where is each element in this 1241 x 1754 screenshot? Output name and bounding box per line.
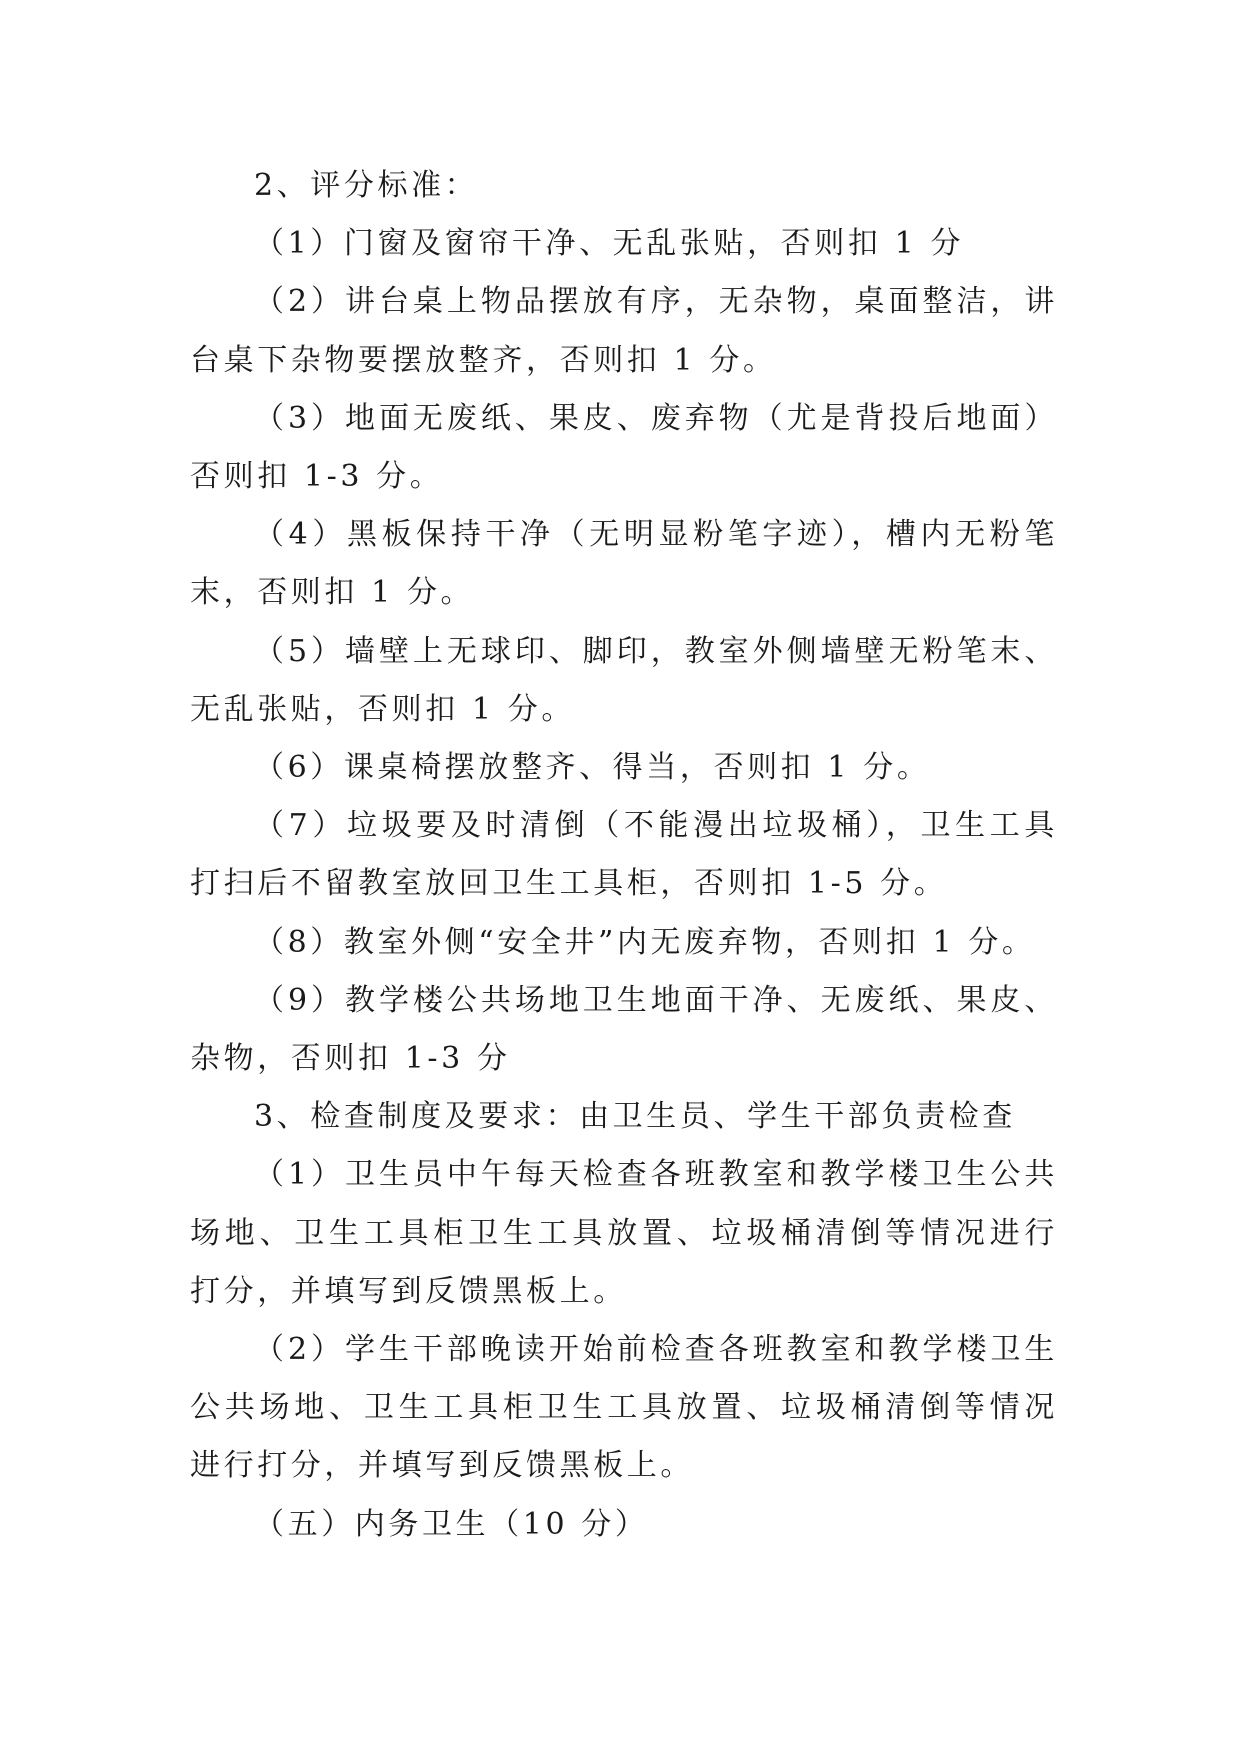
heading-inspection-rules: 3、检查制度及要求：由卫生员、学生干部负责检查: [254, 1099, 1016, 1135]
criterion-5: （5）墙壁上无球印、脚印，教室外侧墙壁无粉笔末、无乱张贴，否则扣 1 分。: [190, 633, 1058, 727]
criterion-4: （4）黑板保持干净（无明显粉笔字迹），槽内无粉笔末，否则扣 1 分。: [190, 517, 1058, 611]
criterion-6: （6）课桌椅摆放整齐、得当，否则扣 1 分。: [254, 750, 931, 786]
document-body: [190, 157, 1058, 1554]
inspection-rule-2: （2）学生干部晚读开始前检查各班教室和教学楼卫生公共场地、卫生工具柜卫生工具放置、垃圾桶清倒等情况进行打分，并填写到反馈黑板上。: [190, 1332, 1058, 1484]
heading-section-five: （五）内务卫生（10 分）: [254, 1506, 649, 1542]
criterion-1: （1）门窗及窗帘干净、无乱张贴，否则扣 1 分: [254, 226, 965, 262]
criterion-7: （7）垃圾要及时清倒（不能漫出垃圾桶），卫生工具打扫后不留教室放回卫生工具柜，否则扣 1-5 分。: [190, 808, 1058, 902]
criterion-2: （2）讲台桌上物品摆放有序，无杂物，桌面整洁，讲台桌下杂物要摆放整齐，否则扣 1 分。: [190, 284, 1058, 378]
heading-scoring-criteria: 2、评分标准：: [254, 168, 479, 203]
criterion-3: （3）地面无废纸、果皮、废弃物（尤是背投后地面）否则扣 1-3 分。: [190, 400, 1058, 495]
criterion-9: （9）教学楼公共场地卫生地面干净、无废纸、果皮、杂物，否则扣 1-3 分: [190, 982, 1058, 1077]
inspection-rule-1: （1）卫生员中午每天检查各班教室和教学楼卫生公共场地、卫生工具柜卫生工具放置、垃圾桶清倒等情况进行打分，并填写到反馈黑板上。: [190, 1157, 1058, 1309]
criterion-8: （8）教室外侧“安全井”内无废弃物，否则扣 1 分。: [254, 924, 1036, 960]
